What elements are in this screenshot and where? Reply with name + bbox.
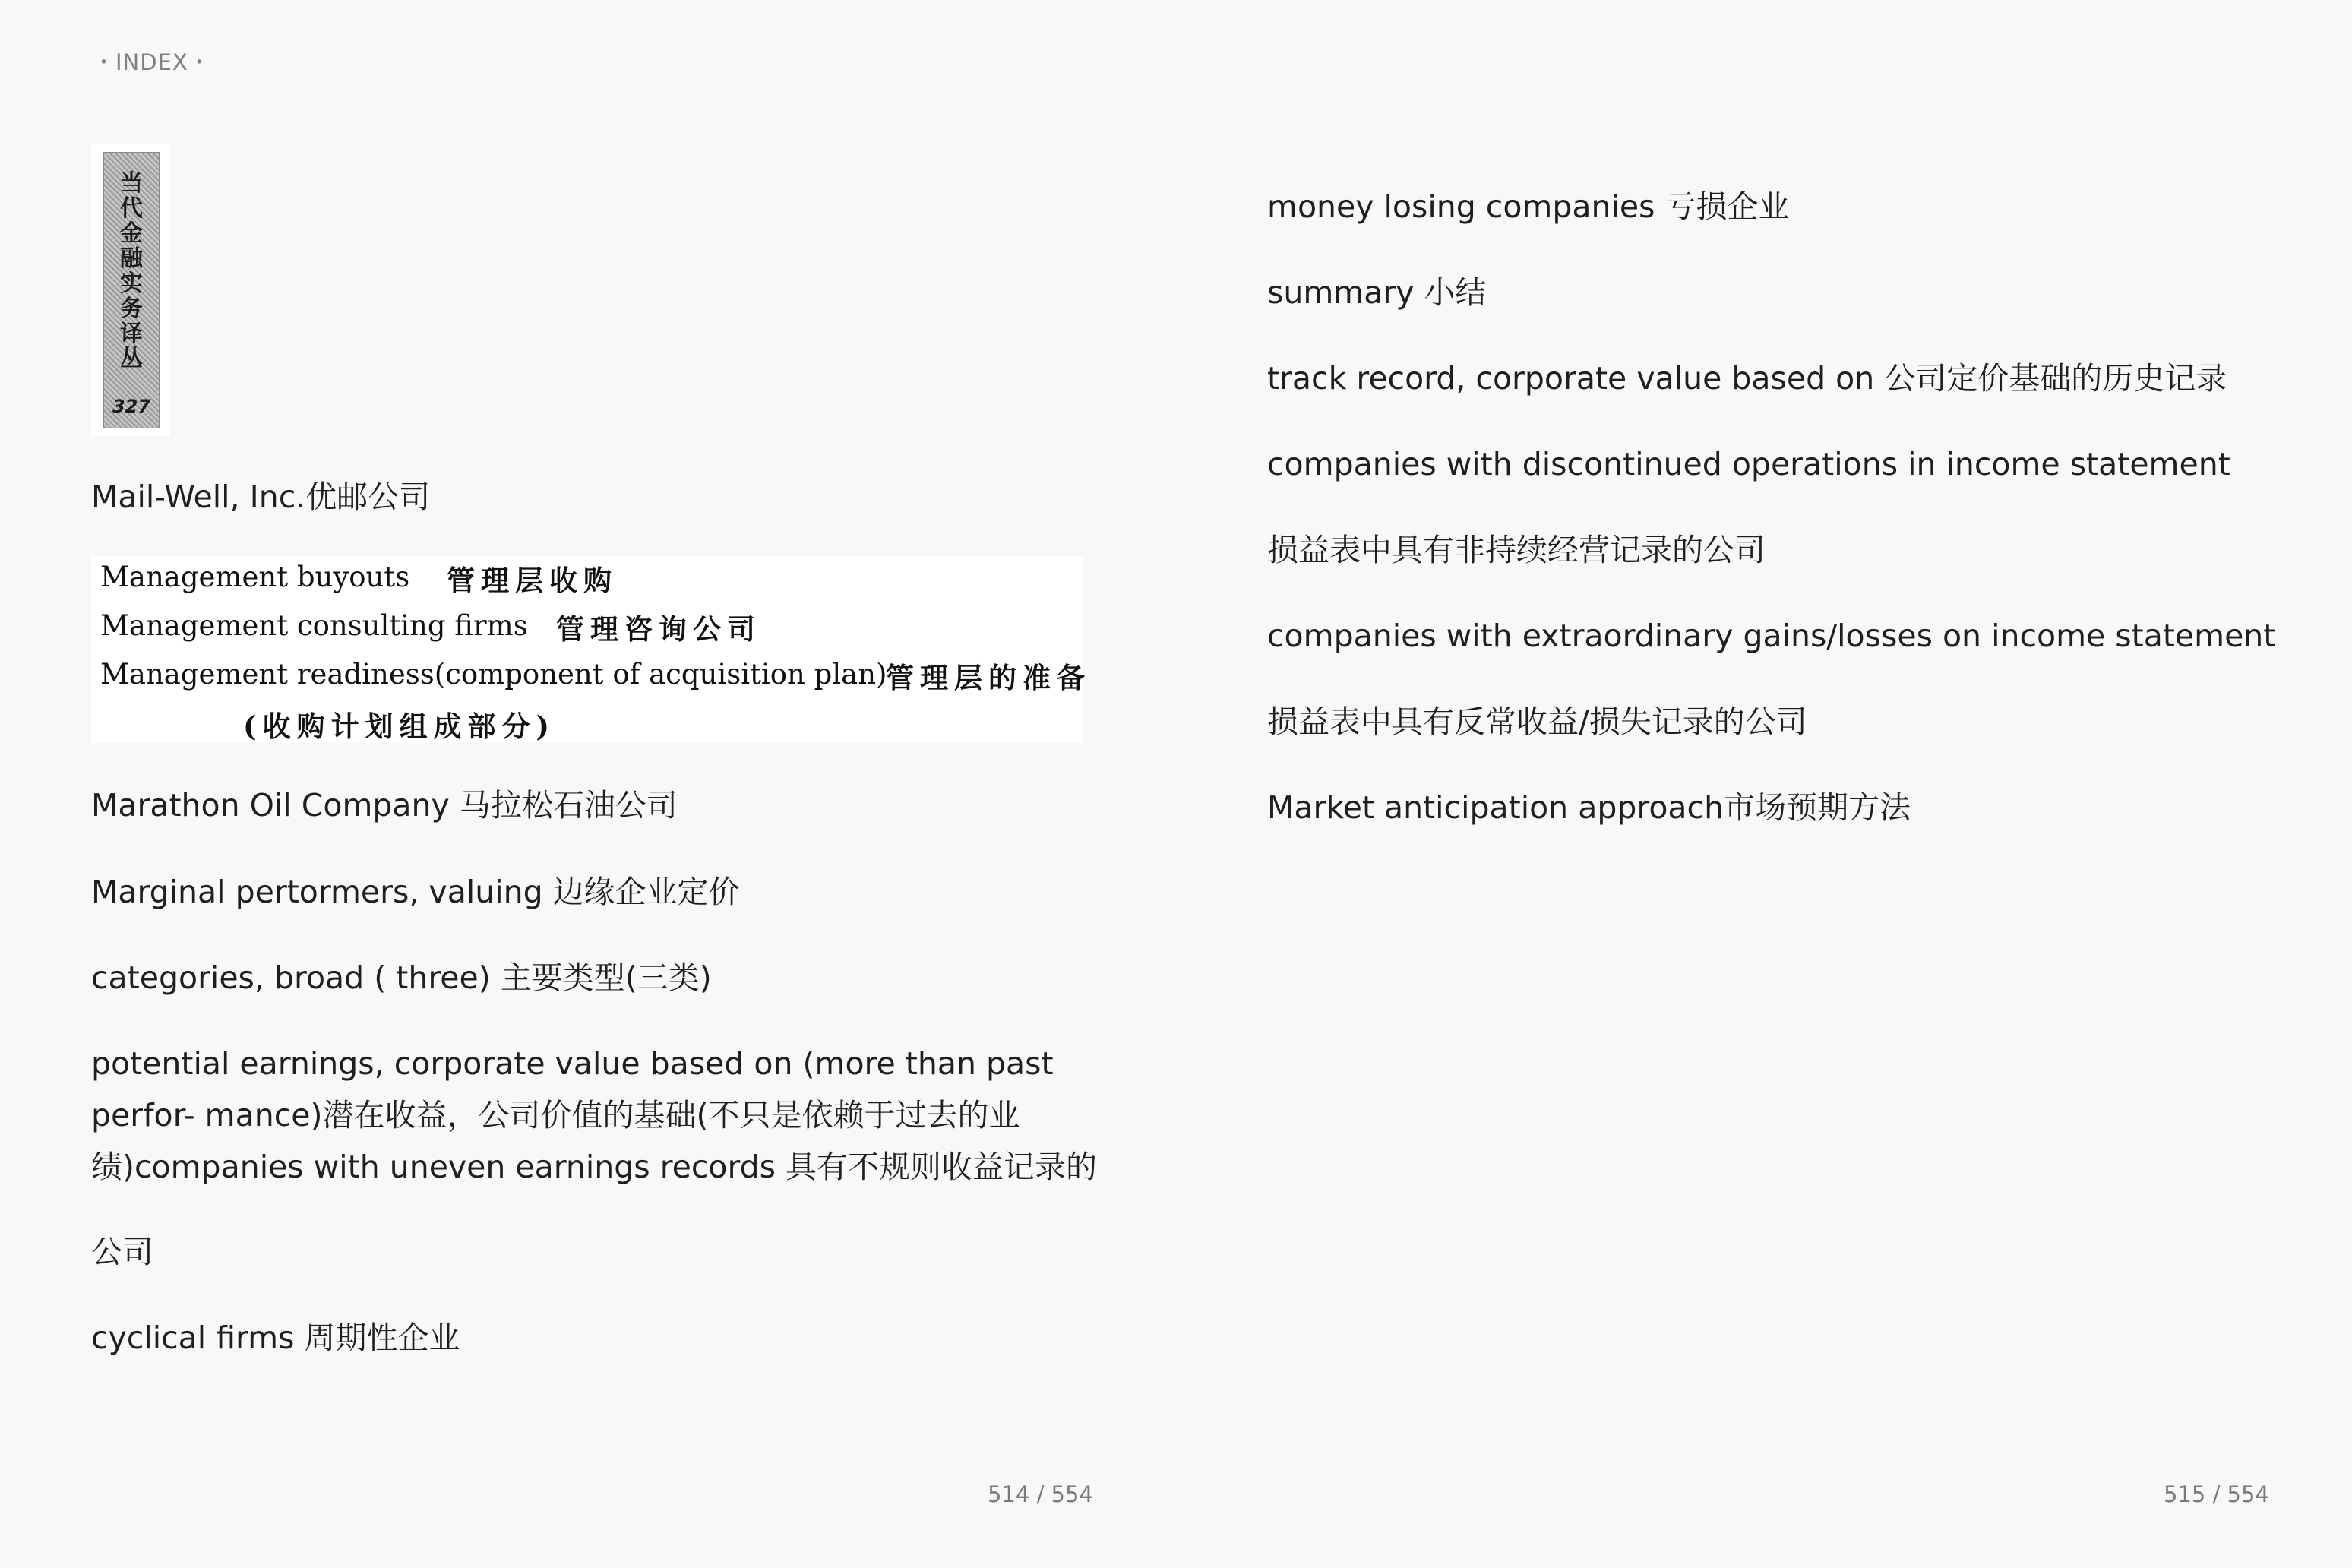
- index-entry: money losing companies 亏损企业: [1267, 188, 1790, 225]
- stamp-number: 327: [112, 396, 151, 417]
- index-entry: track record, corporate value based on 公司定价基础的历史记录: [1267, 360, 2227, 397]
- index-entry: Market anticipation approach市场预期方法: [1267, 789, 1911, 826]
- page-number: 515 / 554: [2164, 1481, 2269, 1507]
- scan-line-en: Management consulting firms: [100, 609, 528, 642]
- book-series-stamp: [91, 144, 170, 436]
- index-entry: cyclical firms 周期性企业: [91, 1320, 460, 1356]
- right-page: [1267, 0, 2278, 1568]
- left-page: [91, 0, 1102, 1568]
- scan-line-cn: 管理咨询公司: [556, 612, 761, 646]
- stamp-characters: 当代金融实务译丛: [120, 170, 143, 372]
- scan-line-en: Management buyouts: [100, 561, 410, 593]
- page-number: 514 / 554: [988, 1481, 1093, 1507]
- scan-line-cn: (收购计划组成部分): [243, 710, 556, 743]
- index-entry: potential earnings, corporate value based on (more than past perfor- mance)潜在收益，公司价值的基础(不只是依赖于过去的业绩)companies with uneven earnings records 具有不规则收益记录的: [91, 1045, 1098, 1185]
- index-entry: categories, broad ( three) 主要类型(三类): [91, 959, 712, 996]
- index-header: ・INDEX・: [93, 49, 211, 75]
- index-entry: Mail-Well, Inc.优邮公司: [91, 479, 431, 515]
- index-entry: companies with discontinued operations in income statement: [1267, 446, 2230, 482]
- scan-line-en: Management readiness(component of acquisition plan): [100, 658, 887, 691]
- stamp-image: [103, 152, 160, 428]
- index-entry: Marginal pertormers, valuing 边缘企业定价: [91, 874, 740, 910]
- index-entry: 公司: [91, 1234, 153, 1270]
- index-entry: companies with extraordinary gains/losses on income statement: [1267, 618, 2276, 654]
- scan-line-cn: 管理层收购: [447, 564, 618, 597]
- index-entry: summary 小结: [1267, 274, 1487, 311]
- index-entry: Marathon Oil Company 马拉松石油公司: [91, 787, 678, 824]
- scanned-index-snippet: [91, 556, 1091, 743]
- index-entry: 损益表中具有反常收益/损失记录的公司: [1267, 703, 1807, 740]
- scan-line-cn: 管理层的准备: [886, 661, 1091, 694]
- index-entry: 损益表中具有非持续经营记录的公司: [1267, 532, 1766, 568]
